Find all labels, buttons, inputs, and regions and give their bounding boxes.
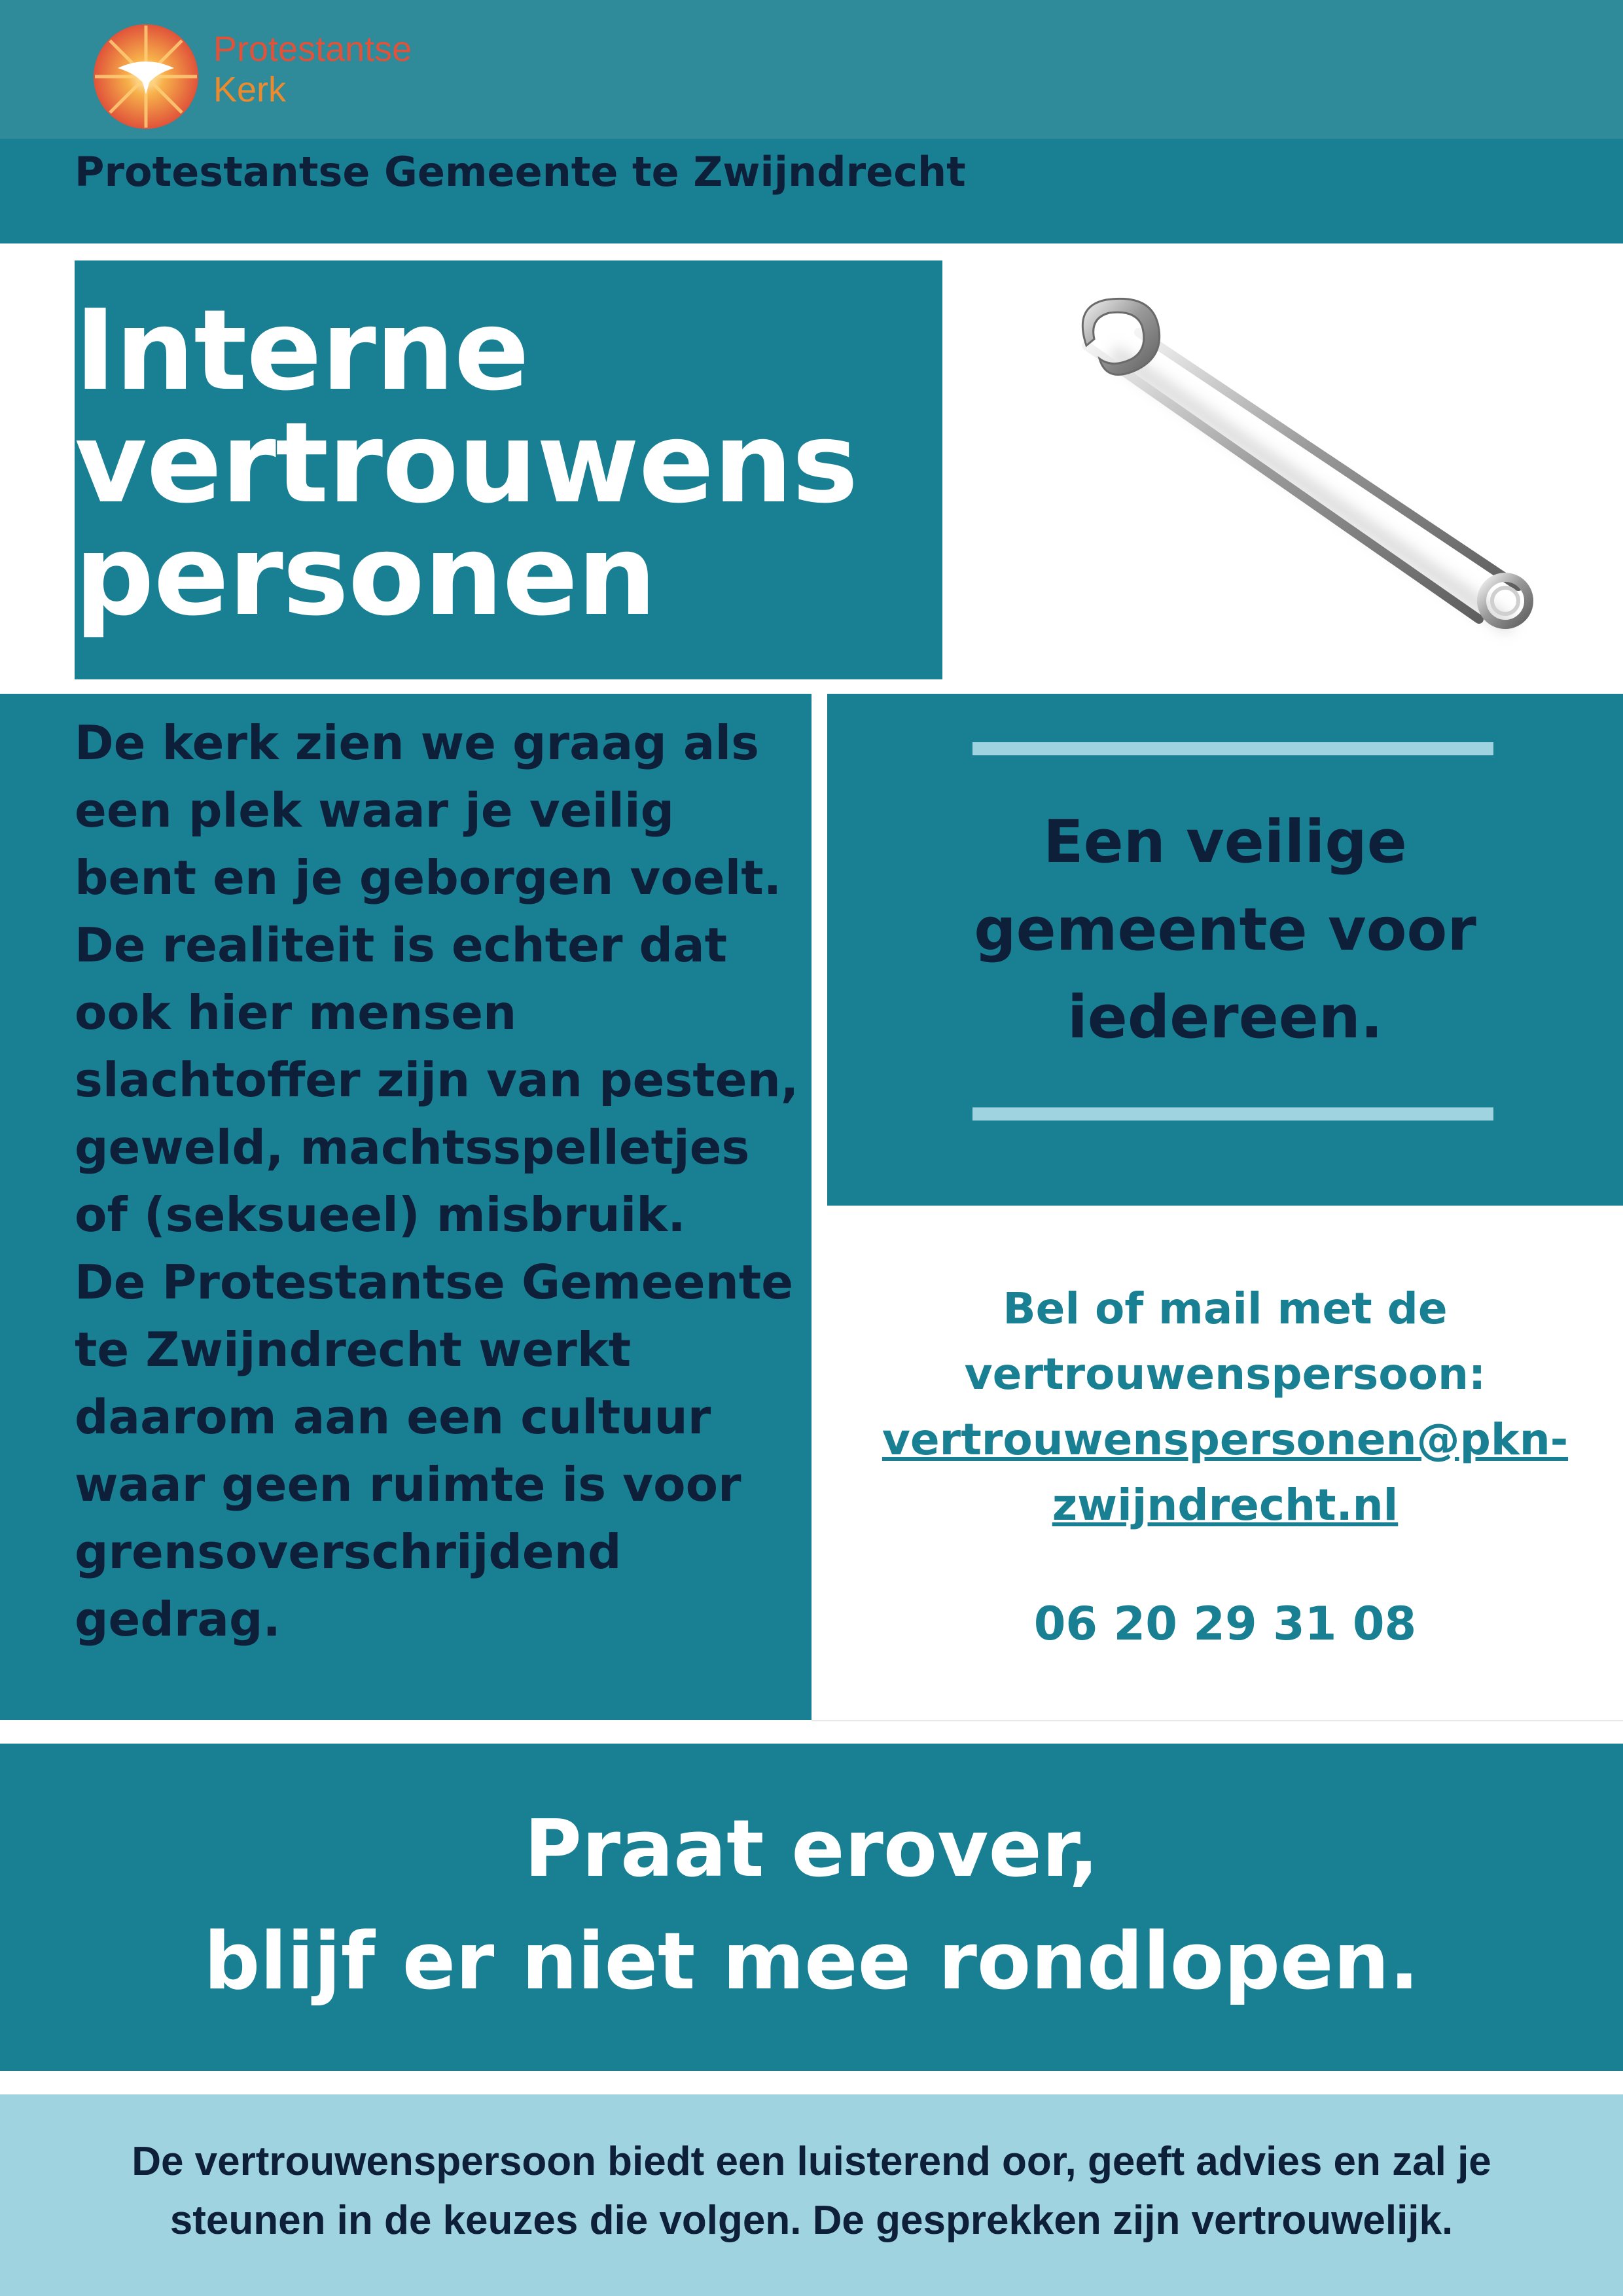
title-line-1: Interne xyxy=(75,286,529,416)
footer-line-2: steunen in de keuzes die volgen. De gesprekken zijn vertrouwelijk. xyxy=(169,2198,1454,2243)
divider-line xyxy=(75,243,1623,260)
logo-line-1: Protestantse xyxy=(213,29,412,69)
callout-line-1: Praat erover, xyxy=(524,1804,1099,1895)
body-line: ook hier mensen xyxy=(75,985,517,1040)
body-line: bent en je geborgen voelt. xyxy=(75,850,782,905)
body-line: gedrag. xyxy=(75,1592,281,1647)
title-line-2: vertrouwens xyxy=(75,399,858,528)
slogan-line-3: iedereen. xyxy=(1067,983,1383,1052)
body-line: grensoverschrijdend xyxy=(75,1524,622,1579)
callout-text xyxy=(0,1793,1623,2018)
body-line: daarom aan een cultuur xyxy=(75,1390,711,1444)
slogan-top-rule xyxy=(972,742,1493,755)
body-line: De Protestantse Gemeente xyxy=(75,1255,794,1310)
divider-line xyxy=(75,678,942,694)
email-line-1[interactable]: vertrouwenspersonen@pkn- xyxy=(882,1414,1569,1465)
body-line: slachtoffer zijn van pesten, xyxy=(75,1052,799,1107)
footer-line-1: De vertrouwenspersoon biedt een luisterend oor, geeft advies en zal je xyxy=(132,2139,1491,2184)
slogan-line-2: gemeente voor xyxy=(974,895,1476,964)
email-line-2[interactable]: zwijndrecht.nl xyxy=(1052,1480,1399,1530)
divider-line xyxy=(812,1720,1623,1721)
congregation-name: Protestantse Gemeente te Zwijndrecht xyxy=(75,148,966,196)
slogan-line-1: Een veilige xyxy=(1043,808,1407,876)
body-line: De realiteit is echter dat xyxy=(75,918,728,973)
body-line: of (seksueel) misbruik. xyxy=(75,1187,686,1242)
safety-pin-icon xyxy=(942,260,1623,692)
contact-block xyxy=(827,1276,1623,1538)
body-line: een plek waar je veilig xyxy=(75,783,675,838)
body-line: geweld, machtsspelletjes xyxy=(75,1120,750,1175)
email-link[interactable] xyxy=(827,1407,1623,1538)
church-logo-icon xyxy=(92,22,200,131)
logo-line-2: Kerk xyxy=(213,70,287,109)
slogan-text xyxy=(827,798,1623,1062)
body-line: waar geen ruimte is voor xyxy=(75,1457,741,1512)
body-line: te Zwijndrecht werkt xyxy=(75,1322,632,1377)
church-logo-text xyxy=(213,29,412,110)
callout-line-2: blijf er niet mee rondlopen. xyxy=(204,1916,1419,2007)
phone-number: 06 20 29 31 08 xyxy=(1033,1597,1417,1651)
contact-line-1: Bel of mail met de xyxy=(1003,1283,1448,1334)
title-line-3: personen xyxy=(75,511,656,641)
footer-text xyxy=(92,2132,1531,2250)
body-text xyxy=(75,709,801,1653)
body-line: De kerk zien we graag als xyxy=(75,715,760,770)
slogan-bottom-rule xyxy=(972,1107,1493,1121)
contact-line-2: vertrouwenspersoon: xyxy=(964,1349,1486,1399)
page-title xyxy=(75,286,942,641)
